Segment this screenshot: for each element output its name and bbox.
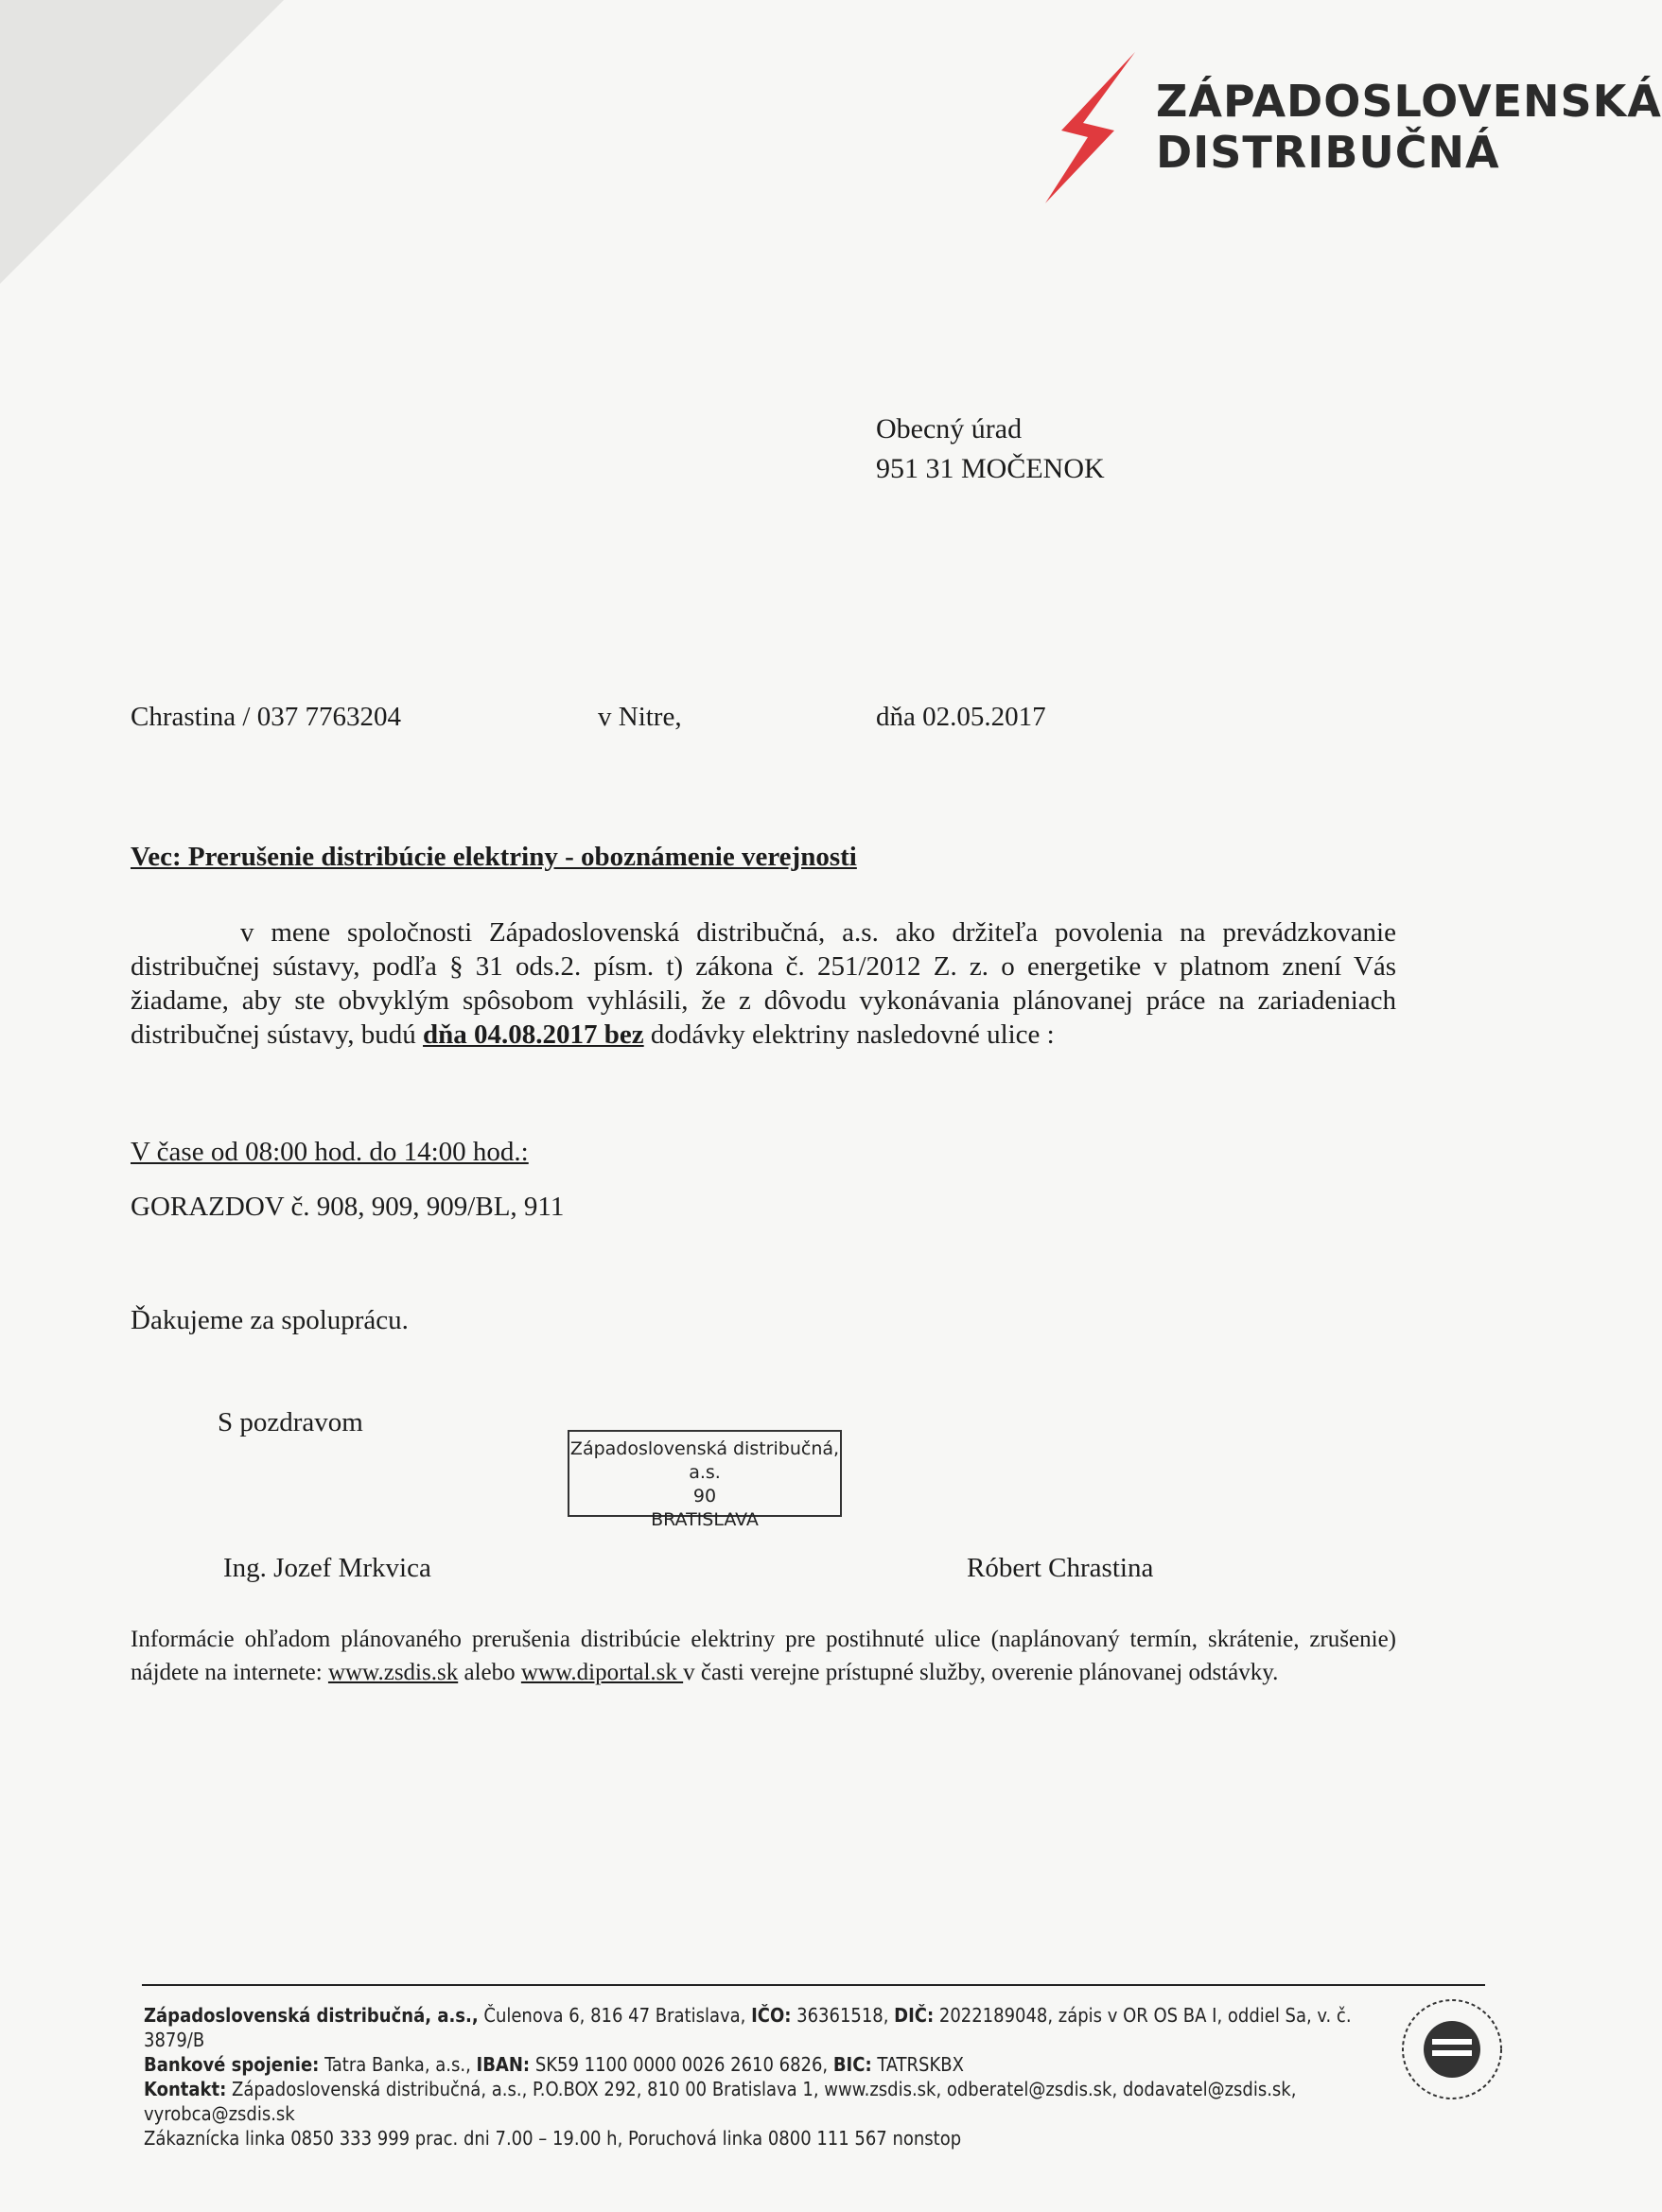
footer-bank: Tatra Banka, a.s., bbox=[319, 2053, 477, 2076]
zsdis-link[interactable]: www.zsdis.sk bbox=[327, 1660, 459, 1685]
footer-contact: Západoslovenská distribučná, a.s., P.O.BOX 292, 810 00 Bratislava 1, www.zsdis.sk, odberatel@zsdis.sk, dodavatel@zsdis.sk, vyrobca@zsdis.sk bbox=[144, 2078, 1297, 2125]
footer-dic-label: DIČ: bbox=[894, 2004, 935, 2027]
info-paragraph bbox=[131, 1623, 1396, 1689]
footer-company-name: Západoslovenská distribučná, a.s., bbox=[144, 2004, 479, 2027]
footer-bank-label: Bankové spojenie: bbox=[144, 2053, 320, 2076]
footer-ico: 36361518, bbox=[791, 2004, 895, 2027]
footer-iban: SK59 1100 0000 0026 2610 6826, bbox=[530, 2053, 833, 2076]
info-text: Informácie ohľadom plánovaného prerušenia distribúcie elektriny pre postihnuté ulice (naplánovaný termín, skrátenie, zrušenie) nájdete na internete: bbox=[131, 1627, 1396, 1685]
folded-corner bbox=[0, 0, 284, 284]
company-stamp bbox=[568, 1430, 842, 1530]
footer-line-contact bbox=[144, 2077, 1364, 2126]
recipient-address bbox=[876, 409, 1105, 489]
affected-streets: GORAZDOV č. 908, 909, 909/BL, 911 bbox=[131, 1192, 565, 1222]
footer-dic: 2022189048, zápis v OR OS BA I, oddiel Sa, v. č. 3879/B bbox=[144, 2004, 1352, 2051]
place: v Nitre, bbox=[598, 702, 682, 732]
company-footer bbox=[144, 2003, 1364, 2151]
footer-ico-label: IČO: bbox=[751, 2004, 792, 2027]
body-tail: dodávky elektriny nasledovné ulice : bbox=[643, 1019, 1055, 1050]
thanks-line: Ďakujeme za spoluprácu. bbox=[131, 1305, 409, 1335]
company-logo bbox=[1041, 47, 1662, 208]
stamp-line-3: BRATISLAVA bbox=[651, 1509, 759, 1530]
signatory-right: Róbert Chrastina bbox=[967, 1553, 1154, 1583]
signatory-left: Ing. Jozef Mrkvica bbox=[223, 1553, 431, 1583]
body-paragraph bbox=[131, 915, 1396, 1052]
contact-reference: Chrastina / 037 7763204 bbox=[131, 702, 401, 732]
footer-company-address: Čulenova 6, 816 47 Bratislava, bbox=[478, 2004, 752, 2027]
footer-line-bank bbox=[144, 2052, 1364, 2077]
stamp-line-2: 90 bbox=[692, 1486, 717, 1507]
recipient-line-1: Obecný úrad bbox=[876, 413, 1023, 444]
info-mid: alebo bbox=[458, 1660, 521, 1685]
footer-contact-label: Kontakt: bbox=[144, 2078, 227, 2100]
letter-date: dňa 02.05.2017 bbox=[876, 702, 1046, 732]
footer-bic: TATRSKBX bbox=[871, 2053, 964, 2076]
logo-line-1: ZÁPADOSLOVENSKÁ bbox=[1156, 76, 1662, 127]
diportal-link[interactable]: www.diportal.sk bbox=[520, 1660, 684, 1685]
logo-wordmark bbox=[1156, 76, 1662, 178]
footer-bic-label: BIC: bbox=[832, 2053, 872, 2076]
body-text: v mene spoločnosti Západoslovenská distribučná, a.s. ako držiteľa povolenia na prevádzkovanie distribučnej sústavy, podľa § 31 ods.2. písm. t) zákona č. 251/2012 Z. z. o energetike v platnom znení Vás žiadame, aby ste obvyklým spôsobom vyhlásili, že z dôvodu vykonávania plánovanej práce na zariadeniach distribučnej sústavy, budú bbox=[131, 917, 1396, 1050]
lightning-bolt-icon bbox=[1041, 47, 1154, 208]
footer-divider bbox=[142, 1984, 1485, 1986]
footer-hotline: Zákaznícka linka 0850 333 999 prac. dni 7.00 – 19.00 h, Poruchová linka 0800 111 567 nonstop bbox=[144, 2127, 962, 2150]
recipient-line-2: 951 31 MOČENOK bbox=[876, 453, 1105, 484]
regards-line: S pozdravom bbox=[218, 1407, 363, 1437]
subject-line: Vec: Prerušenie distribúcie elektriny - oboznámenie verejnosti bbox=[131, 842, 857, 872]
outage-time: V čase od 08:00 hod. do 14:00 hod.: bbox=[131, 1137, 529, 1167]
stamp-line-1: Západoslovenská distribučná, a.s. bbox=[569, 1438, 840, 1483]
logo-line-2: DISTRIBUČNÁ bbox=[1156, 127, 1500, 178]
footer-iban-label: IBAN: bbox=[476, 2053, 531, 2076]
iec-certification-seal-icon bbox=[1400, 1997, 1504, 2101]
info-tail: v časti verejne prístupné služby, overenie plánovanej odstávky. bbox=[683, 1660, 1279, 1685]
outage-date: dňa 04.08.2017 bez bbox=[423, 1019, 644, 1050]
footer-line-company bbox=[144, 2003, 1364, 2052]
